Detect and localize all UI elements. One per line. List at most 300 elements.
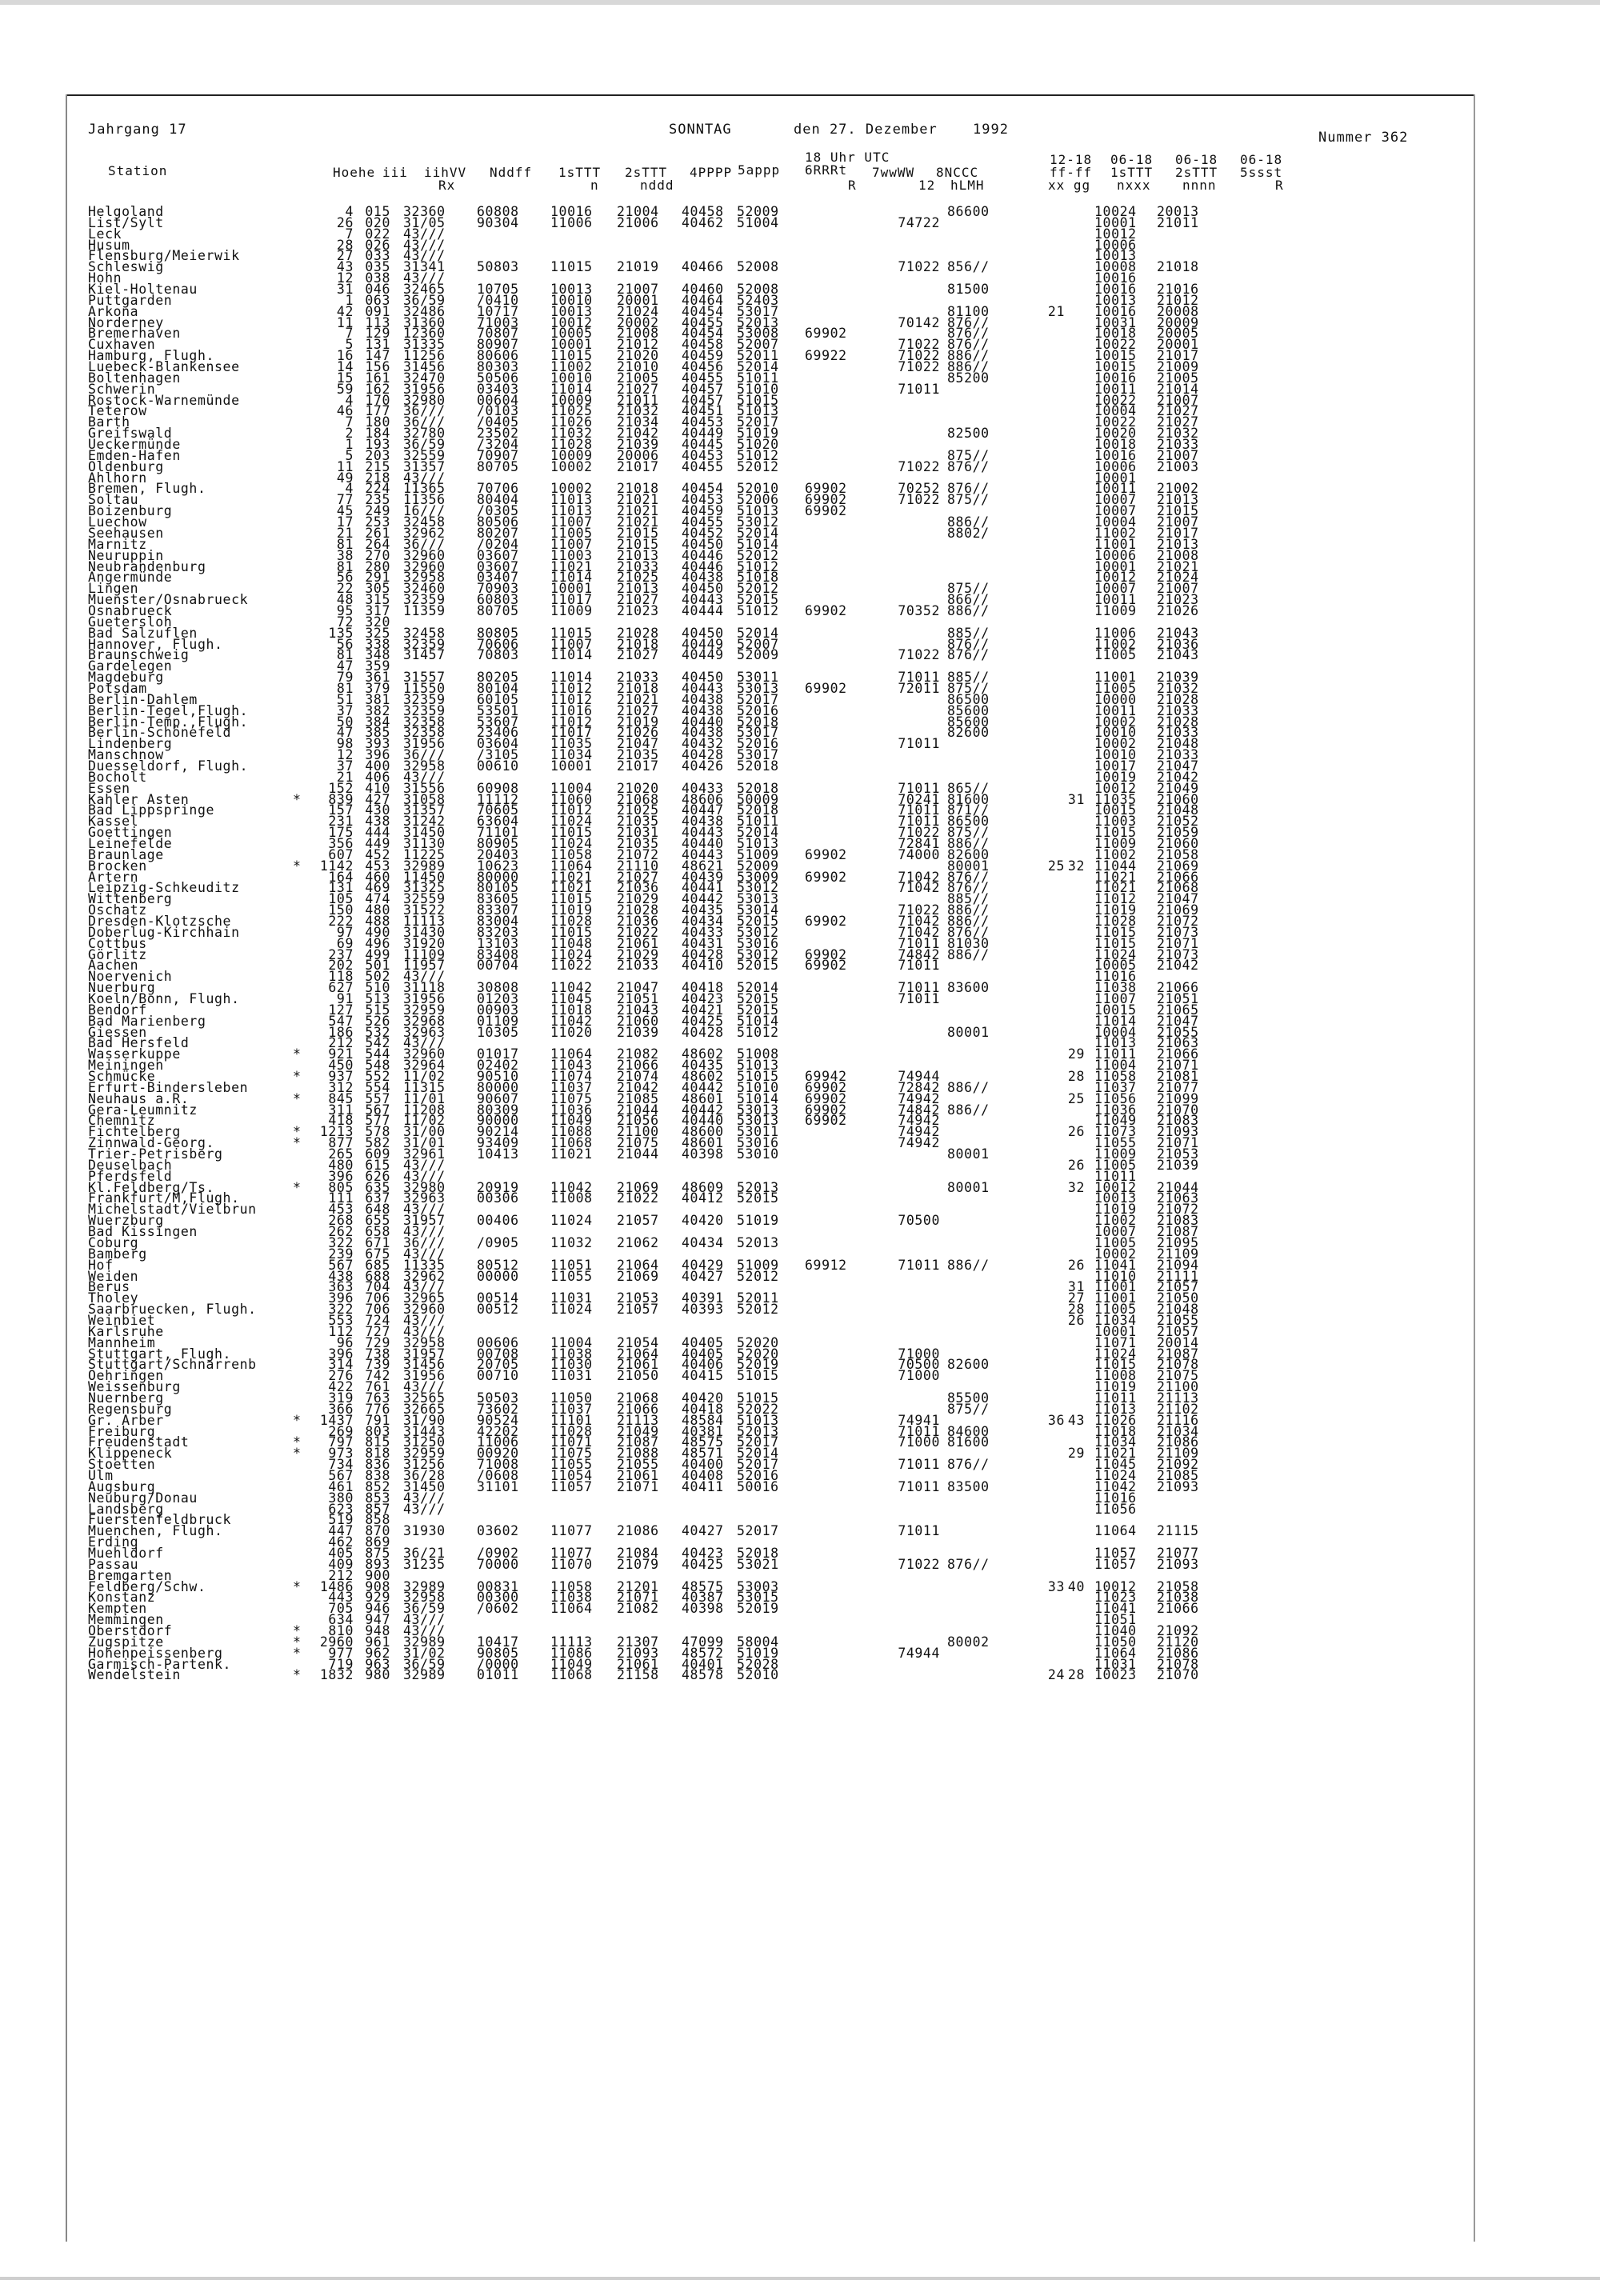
station-name: Zugspitze xyxy=(88,1634,164,1650)
s1-cell: 11012 xyxy=(550,714,593,730)
hoehe-cell: 42 xyxy=(336,303,354,319)
s1-cell: 11036 xyxy=(550,1102,593,1118)
iii-cell: 900 xyxy=(365,1567,390,1583)
t1-cell: 10001 xyxy=(1094,470,1137,486)
hoehe-cell: 567 xyxy=(328,1467,354,1483)
station-name: Zinnwald-Georg. xyxy=(88,1135,215,1151)
t2-cell: 20014 xyxy=(1157,1334,1199,1350)
t2-cell: 21024 xyxy=(1157,570,1199,586)
iii-cell: 026 xyxy=(365,237,390,253)
t2-cell: 21013 xyxy=(1157,536,1199,552)
station-name: Leck xyxy=(88,226,122,242)
hoehe-cell: 21 xyxy=(336,769,354,785)
s1-cell: 10001 xyxy=(550,581,593,597)
t1-cell: 11005 xyxy=(1094,680,1137,696)
station-name: Kl.Feldberg/Ts. xyxy=(88,1179,215,1195)
s2-cell: 21027 xyxy=(617,702,659,718)
col-station: Station xyxy=(108,163,168,178)
t2-cell: 21055 xyxy=(1157,1024,1199,1040)
p-cell: 48584 xyxy=(682,1412,724,1428)
hoehe-cell: 28 xyxy=(336,237,354,253)
ihvv-cell: 31256 xyxy=(403,1457,446,1473)
iii-cell: 502 xyxy=(365,969,390,985)
s2-cell: 21023 xyxy=(617,602,659,618)
s2-cell: 21055 xyxy=(617,1457,659,1473)
ihvv-cell: 32470 xyxy=(403,370,446,386)
table-row xyxy=(0,1268,1474,1284)
s1-cell: 11024 xyxy=(550,814,593,830)
station-name: Emden-Hafen xyxy=(88,447,181,463)
t1-cell: 10007 xyxy=(1094,581,1137,597)
mountain-marker: * xyxy=(293,1578,302,1594)
ihvv-cell: 32665 xyxy=(403,1401,446,1417)
iii-cell: 427 xyxy=(365,791,390,807)
nddff-cell: 90304 xyxy=(477,214,519,230)
t1-cell: 11034 xyxy=(1094,1434,1137,1450)
t1-cell: 11071 xyxy=(1094,1334,1137,1350)
t2-cell: 21023 xyxy=(1157,592,1199,608)
ww-cell: 71011 xyxy=(898,802,940,818)
s1-cell: 11058 xyxy=(550,1578,593,1594)
iii-cell: 853 xyxy=(365,1490,390,1506)
ihvv-cell: 43/// xyxy=(403,248,446,264)
iii-cell: 249 xyxy=(365,503,390,519)
t1-cell: 10022 xyxy=(1094,392,1137,408)
s2-cell: 21086 xyxy=(617,1523,659,1539)
nddff-cell: 70000 xyxy=(477,1556,519,1572)
t2-cell: 21116 xyxy=(1157,1412,1199,1428)
p-cell: 40455 xyxy=(682,458,724,474)
s1-cell: 11028 xyxy=(550,914,593,929)
nddff-cell: 23502 xyxy=(477,426,519,442)
ihvv-cell: 43/// xyxy=(403,270,446,286)
iii-cell: 658 xyxy=(365,1224,390,1240)
s1-cell: 11042 xyxy=(550,1013,593,1029)
p-cell: 40391 xyxy=(682,1290,724,1306)
s2-cell: 21033 xyxy=(617,670,659,686)
a-cell: 52013 xyxy=(737,314,779,330)
p-cell: 40405 xyxy=(682,1346,724,1362)
iii-cell: 474 xyxy=(365,891,390,907)
station-name: Oldenburg xyxy=(88,458,164,474)
s2-cell: 21010 xyxy=(617,359,659,375)
hoehe-cell: 462 xyxy=(328,1534,354,1550)
t2-cell: 21055 xyxy=(1157,1312,1199,1328)
ww-cell: 71022 xyxy=(898,902,940,918)
station-name: Weiden xyxy=(88,1268,139,1284)
ww-cell: 71011 xyxy=(898,935,940,951)
ihvv-cell: 36/// xyxy=(403,536,446,552)
t1-cell: 11015 xyxy=(1094,935,1137,951)
iii-cell: 704 xyxy=(365,1279,390,1295)
t1-cell: 11009 xyxy=(1094,1146,1137,1162)
ww-cell: 71022 xyxy=(898,458,940,474)
ihvv-cell: 31450 xyxy=(403,1478,446,1494)
nddff-cell: 03604 xyxy=(477,736,519,752)
day-label: SONNTAG xyxy=(669,122,732,138)
hoehe-cell: 135 xyxy=(328,625,354,641)
t1-cell: 11002 xyxy=(1094,1213,1137,1229)
station-name: Ulm xyxy=(88,1467,114,1483)
station-name: Neuruppin xyxy=(88,547,164,563)
iii-cell: 015 xyxy=(365,204,390,219)
iii-cell: 963 xyxy=(365,1656,390,1672)
station-name: Cottbus xyxy=(88,935,147,951)
table-row xyxy=(0,1601,1474,1617)
n-cell: 80001 xyxy=(947,1146,990,1162)
hoehe-cell: 5 xyxy=(345,337,354,353)
n-cell: 85200 xyxy=(947,370,990,386)
ww-cell: 71000 xyxy=(898,1368,940,1384)
nddff-cell: 01109 xyxy=(477,1013,519,1029)
r-cell: 69942 xyxy=(805,1069,847,1085)
station-name: Fuerstenfeldbruck xyxy=(88,1512,232,1528)
hoehe-cell: 453 xyxy=(328,1202,354,1218)
ihvv-cell: 43/// xyxy=(403,769,446,785)
n-cell: 82600 xyxy=(947,1357,990,1373)
station-name: Garmisch-Partenk. xyxy=(88,1656,232,1672)
ff2-cell: 28 xyxy=(1067,1069,1085,1085)
nddff-cell: 10705 xyxy=(477,282,519,298)
hoehe-cell: 48 xyxy=(336,592,354,608)
s2-cell: 21087 xyxy=(617,1434,659,1450)
p-cell: 40418 xyxy=(682,1401,724,1417)
t1-cell: 10015 xyxy=(1094,802,1137,818)
t1-cell: 11038 xyxy=(1094,980,1137,996)
t1-cell: 10012 xyxy=(1094,1179,1137,1195)
iii-cell: 218 xyxy=(365,470,390,486)
s2-cell: 21017 xyxy=(617,458,659,474)
iii-cell: 261 xyxy=(365,525,390,541)
t2-cell: 21063 xyxy=(1157,1035,1199,1051)
t2-cell: 20009 xyxy=(1157,314,1199,330)
ihvv-cell: 31956 xyxy=(403,381,446,397)
s1-cell: 11113 xyxy=(550,1634,593,1650)
p-cell: 40452 xyxy=(682,525,724,541)
ww-cell: 74942 xyxy=(898,1124,940,1140)
t2-cell: 21060 xyxy=(1157,835,1199,851)
nddff-cell: 80506 xyxy=(477,514,519,530)
p-cell: 40440 xyxy=(682,714,724,730)
hoehe-cell: 21 xyxy=(336,525,354,541)
a-cell: 51019 xyxy=(737,1213,779,1229)
s2-cell: 21028 xyxy=(617,625,659,641)
p-cell: 40454 xyxy=(682,326,724,342)
iii-cell: 020 xyxy=(365,214,390,230)
col-e-top: 06-18 xyxy=(1240,152,1283,167)
t1-cell: 10015 xyxy=(1094,348,1137,364)
station-name: Manschnow xyxy=(88,747,164,763)
hoehe-cell: 623 xyxy=(328,1501,354,1517)
nddff-cell: 83004 xyxy=(477,914,519,929)
nddff-cell: 20403 xyxy=(477,846,519,862)
ihvv-cell: 31430 xyxy=(403,924,446,940)
nddff-cell: 20919 xyxy=(477,1179,519,1195)
nddff-cell: 01203 xyxy=(477,991,519,1007)
station-name: Bad Kissingen xyxy=(88,1224,198,1240)
iii-cell: 338 xyxy=(365,636,390,652)
hoehe-cell: 262 xyxy=(328,1224,354,1240)
nddff-cell: 63604 xyxy=(477,814,519,830)
p-cell: 40466 xyxy=(682,259,724,275)
ihvv-cell: 32359 xyxy=(403,691,446,707)
ihvv-cell: 32958 xyxy=(403,1590,446,1606)
s1-cell: 11018 xyxy=(550,1002,593,1018)
t2-cell: 21007 xyxy=(1157,581,1199,597)
a-cell: 51020 xyxy=(737,437,779,453)
t2-cell: 21092 xyxy=(1157,1457,1199,1473)
hoehe-cell: 111 xyxy=(328,1190,354,1206)
iii-cell: 170 xyxy=(365,392,390,408)
ww-cell: 71022 xyxy=(898,259,940,275)
a-cell: 52017 xyxy=(737,414,779,430)
p-cell: 40457 xyxy=(682,392,724,408)
t2-cell: 21071 xyxy=(1157,1135,1199,1151)
iii-cell: 582 xyxy=(365,1135,390,1151)
hoehe-cell: 567 xyxy=(328,1257,354,1273)
nddff-cell: 53501 xyxy=(477,702,519,718)
a-cell: 50016 xyxy=(737,1478,779,1494)
ihvv-cell: 31457 xyxy=(403,647,446,663)
s1-cell: 11015 xyxy=(550,825,593,841)
n-cell: 80001 xyxy=(947,858,990,874)
p-cell: 40443 xyxy=(682,846,724,862)
iii-cell: 270 xyxy=(365,547,390,563)
t1-cell: 10016 xyxy=(1094,282,1137,298)
station-name: Bad Lippspringe xyxy=(88,802,215,818)
s1-cell: 11026 xyxy=(550,414,593,430)
hoehe-cell: 627 xyxy=(328,980,354,996)
p-cell: 40449 xyxy=(682,636,724,652)
s2-cell: 21113 xyxy=(617,1412,659,1428)
t1-cell: 11019 xyxy=(1094,902,1137,918)
hoehe-cell: 69 xyxy=(336,935,354,951)
station-name: Chemnitz xyxy=(88,1113,156,1129)
s2-cell: 21012 xyxy=(617,337,659,353)
nddff-cell: 13103 xyxy=(477,935,519,951)
hoehe-cell: 38 xyxy=(336,547,354,563)
n-cell: 876// xyxy=(947,1457,990,1473)
hoehe-cell: 81 xyxy=(336,536,354,552)
a-cell: 51013 xyxy=(737,503,779,519)
p-cell: 40462 xyxy=(682,214,724,230)
t2-cell: 21069 xyxy=(1157,858,1199,874)
r-cell: 69902 xyxy=(805,503,847,519)
ihvv-cell: 43/// xyxy=(403,1612,446,1628)
station-name: Soltau xyxy=(88,492,139,508)
nddff-cell: 80205 xyxy=(477,670,519,686)
p-cell: 40446 xyxy=(682,547,724,563)
t2-cell: 21011 xyxy=(1157,214,1199,230)
p-cell: 48578 xyxy=(682,1667,724,1683)
p-cell: 40444 xyxy=(682,602,724,618)
p-cell: 40426 xyxy=(682,758,724,774)
hoehe-cell: 276 xyxy=(328,1368,354,1384)
a-cell: 51019 xyxy=(737,426,779,442)
t1-cell: 11005 xyxy=(1094,1157,1137,1173)
a-cell: 53011 xyxy=(737,670,779,686)
iii-cell: 803 xyxy=(365,1423,390,1439)
r-cell: 69902 xyxy=(805,1079,847,1095)
a-cell: 52010 xyxy=(737,481,779,497)
ihvv-cell: 31956 xyxy=(403,1368,446,1384)
s1-cell: 10012 xyxy=(550,314,593,330)
station-name: Pferdsfeld xyxy=(88,1168,173,1184)
ww-cell: 70352 xyxy=(898,602,940,618)
p-cell: 40400 xyxy=(682,1457,724,1473)
iii-cell: 724 xyxy=(365,1312,390,1328)
hoehe-cell: 37 xyxy=(336,758,354,774)
t2-cell: 21028 xyxy=(1157,714,1199,730)
a-cell: 51014 xyxy=(737,1090,779,1106)
station-name: Wendelstein xyxy=(88,1667,181,1683)
iii-cell: 738 xyxy=(365,1346,390,1362)
t2-cell: 21087 xyxy=(1157,1224,1199,1240)
s1-cell: 11074 xyxy=(550,1069,593,1085)
r-cell: 69902 xyxy=(805,326,847,342)
ww-cell: 71042 xyxy=(898,924,940,940)
r-cell: 69902 xyxy=(805,602,847,618)
a-cell: 52007 xyxy=(737,636,779,652)
ihvv-cell: 36/59 xyxy=(403,437,446,453)
station-name: Bremen, Flugh. xyxy=(88,481,206,497)
nddff-cell: 00920 xyxy=(477,1446,519,1462)
p-cell: 40439 xyxy=(682,869,724,885)
nddff-cell: 03602 xyxy=(477,1523,519,1539)
nddff-cell: 00300 xyxy=(477,1590,519,1606)
ff1-cell: 24 xyxy=(1047,1667,1065,1683)
p-cell: 40464 xyxy=(682,292,724,308)
hoehe-cell: 937 xyxy=(328,1069,354,1085)
s2-cell: 21011 xyxy=(617,392,659,408)
s2-cell: 21029 xyxy=(617,946,659,962)
t1-cell: 11016 xyxy=(1094,969,1137,985)
t1-cell: 10011 xyxy=(1094,592,1137,608)
station-name: Osnabrueck xyxy=(88,602,173,618)
s1-cell: 11086 xyxy=(550,1645,593,1661)
a-cell: 51011 xyxy=(737,370,779,386)
ihvv-cell: 43/// xyxy=(403,237,446,253)
iii-cell: 325 xyxy=(365,625,390,641)
nddff-cell: 83307 xyxy=(477,902,519,918)
a-cell: 53016 xyxy=(737,1135,779,1151)
s2-cell: 21061 xyxy=(617,1656,659,1672)
t1-cell: 11050 xyxy=(1094,1634,1137,1650)
nddff-cell: /0902 xyxy=(477,1545,519,1561)
t2-cell: 21057 xyxy=(1157,1279,1199,1295)
hoehe-cell: 11 xyxy=(336,458,354,474)
n-cell: 885// xyxy=(947,891,990,907)
ihvv-cell: 43/// xyxy=(403,1279,446,1295)
ihvv-cell: 32958 xyxy=(403,1334,446,1350)
table-row xyxy=(0,1146,1474,1162)
ihvv-cell: 11/02 xyxy=(403,1069,446,1085)
s1-cell: 11014 xyxy=(550,570,593,586)
t1-cell: 11001 xyxy=(1094,536,1137,552)
t1-cell: 10007 xyxy=(1094,492,1137,508)
nddff-cell: 70803 xyxy=(477,647,519,663)
col-iii: iii xyxy=(382,165,408,180)
table-row xyxy=(0,1312,1474,1328)
p-cell: 40418 xyxy=(682,980,724,996)
p-cell: 48602 xyxy=(682,1069,724,1085)
a-cell: 52007 xyxy=(737,337,779,353)
hoehe-cell: 314 xyxy=(328,1357,354,1373)
p-cell: 40459 xyxy=(682,503,724,519)
s1-cell: 11014 xyxy=(550,647,593,663)
hoehe-cell: 396 xyxy=(328,1168,354,1184)
nddff-cell: 01011 xyxy=(477,1667,519,1683)
ww-cell: 70500 xyxy=(898,1213,940,1229)
ihvv-cell: 31920 xyxy=(403,935,446,951)
col-p: 4PPPP xyxy=(690,165,733,180)
nddff-cell: 03403 xyxy=(477,381,519,397)
nddff-cell: 50506 xyxy=(477,370,519,386)
table-row xyxy=(0,1523,1474,1539)
station-name: Seehausen xyxy=(88,525,164,541)
hoehe-cell: 45 xyxy=(336,503,354,519)
hoehe-cell: 202 xyxy=(328,958,354,974)
t2-cell: 21043 xyxy=(1157,625,1199,641)
s1-cell: 11048 xyxy=(550,935,593,951)
t1-cell: 11024 xyxy=(1094,1346,1137,1362)
t2-cell: 21066 xyxy=(1157,1601,1199,1617)
a-cell: 53015 xyxy=(737,1590,779,1606)
r-cell: 69902 xyxy=(805,1102,847,1118)
s1-cell: 11015 xyxy=(550,924,593,940)
ihvv-cell: 43/// xyxy=(403,969,446,985)
s2-cell: 21039 xyxy=(617,437,659,453)
t1-cell: 11064 xyxy=(1094,1645,1137,1661)
s2-cell: 21049 xyxy=(617,1423,659,1439)
n-cell: 865// xyxy=(947,780,990,796)
ihvv-cell: 32559 xyxy=(403,891,446,907)
s2-cell: 21307 xyxy=(617,1634,659,1650)
station-name: Oehringen xyxy=(88,1368,164,1384)
hoehe-cell: 231 xyxy=(328,814,354,830)
station-name: Frankfurt/M,Flugh. xyxy=(88,1190,240,1206)
t2-cell: 21050 xyxy=(1157,1290,1199,1306)
nddff-cell: /0410 xyxy=(477,292,519,308)
station-name: Oberstdorf xyxy=(88,1623,173,1638)
station-name: Stoetten xyxy=(88,1457,156,1473)
t2-cell: 21071 xyxy=(1157,1058,1199,1074)
p-cell: 48575 xyxy=(682,1578,724,1594)
p-cell: 40408 xyxy=(682,1467,724,1483)
hoehe-cell: 81 xyxy=(336,680,354,696)
station-name: Braunlage xyxy=(88,846,164,862)
t1-cell: 11023 xyxy=(1094,1590,1137,1606)
iii-cell: 635 xyxy=(365,1179,390,1195)
nddff-cell: /0905 xyxy=(477,1234,519,1250)
n-cell: 82600 xyxy=(947,846,990,862)
ff1-cell: 25 xyxy=(1047,858,1065,874)
p-cell: 40434 xyxy=(682,1234,724,1250)
col-s1-sub: n xyxy=(590,178,599,193)
col-t2-top: 06-18 xyxy=(1175,152,1218,167)
s1-cell: 11035 xyxy=(550,736,593,752)
iii-cell: 577 xyxy=(365,1113,390,1129)
station-name: Ueckermünde xyxy=(88,437,181,453)
ihvv-cell: 36/// xyxy=(403,1234,446,1250)
station-name: Freiburg xyxy=(88,1423,156,1439)
n-cell: 83500 xyxy=(947,1478,990,1494)
ww-cell: 70252 xyxy=(898,481,940,497)
hoehe-cell: 47 xyxy=(336,658,354,674)
station-name: Karlsruhe xyxy=(88,1323,164,1339)
s2-cell: 21064 xyxy=(617,1257,659,1273)
ihvv-cell: 32458 xyxy=(403,625,446,641)
